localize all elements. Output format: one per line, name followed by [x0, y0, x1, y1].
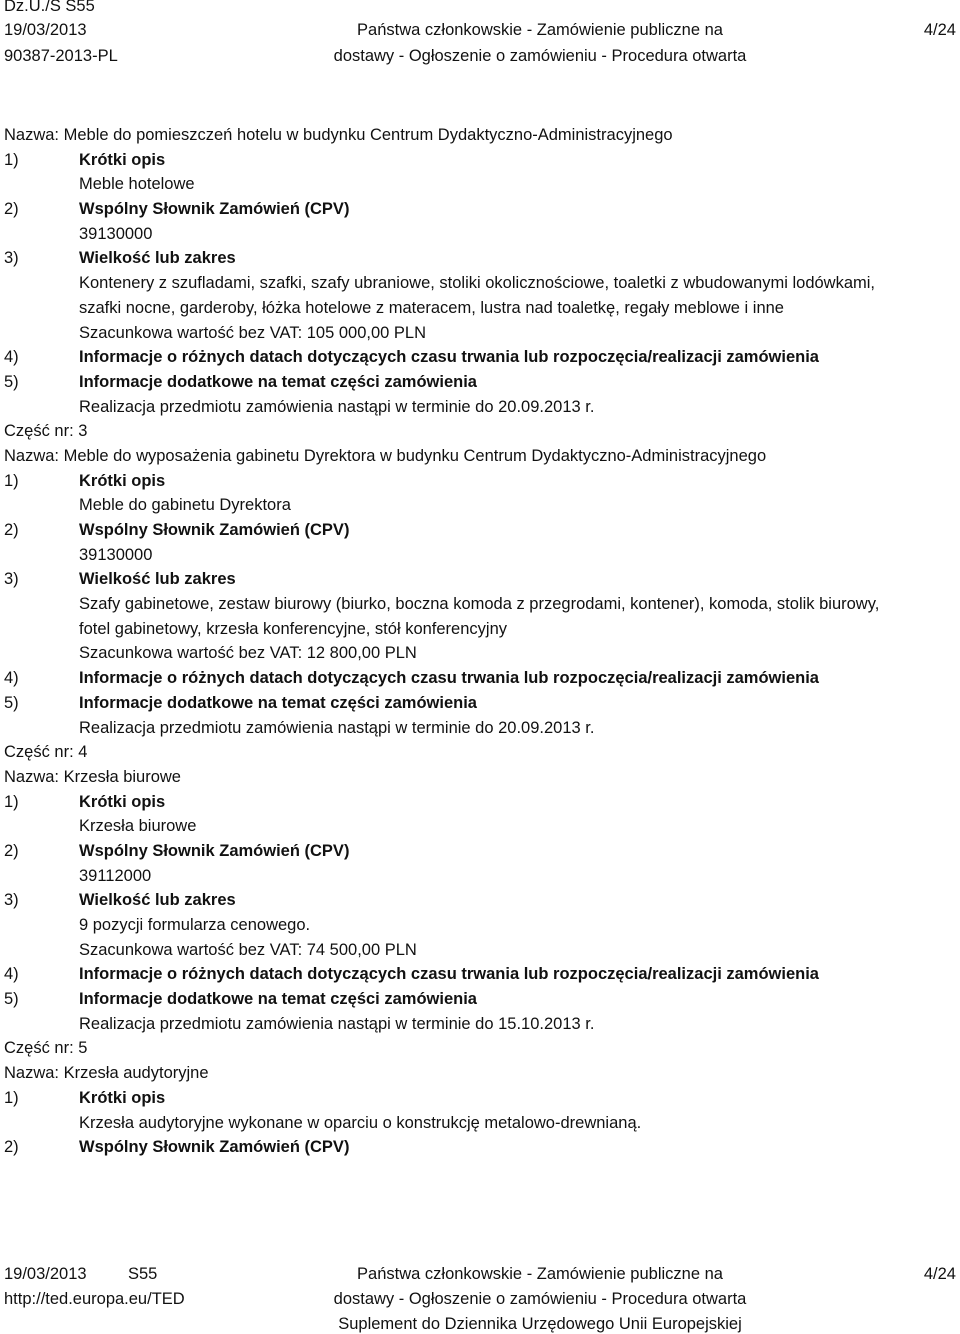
scope-heading: 3) Wielkość lub zakres — [4, 570, 236, 589]
lot-number: Część nr: 3 — [4, 422, 88, 441]
header-journal-ref: Dz.U./S S55 — [4, 0, 95, 15]
dates-heading: 4) Informacje o różnych datach dotyczących czasu trwania lub rozpoczęcia/realizacji zamówienia — [4, 348, 819, 367]
header-date: 19/03/2013 — [4, 21, 87, 39]
short-description-heading: 1) Krótki opis — [4, 792, 166, 811]
additional-info-text: Realizacja przedmiotu zamówienia nastąpi w terminie do 15.10.2013 r. — [79, 1014, 595, 1033]
scope-text: 9 pozycji formularza cenowego. — [79, 916, 311, 934]
short-description-heading: 1) Krótki opis — [4, 471, 166, 490]
short-description-text: Meble hotelowe — [79, 175, 195, 194]
cpv-heading: 2) Wspólny Słownik Zamówień (CPV) — [4, 1138, 350, 1157]
scope-text: fotel gabinetowy, krzesła konferencyjne, stół konferencyjny — [79, 619, 508, 638]
lot-name-row: Nazwa: Meble do wyposażenia gabinetu Dyrektora w budynku Centrum Dydaktyczno-Administracyjnego — [4, 446, 767, 465]
dates-heading: 4) Informacje o różnych datach dotyczących czasu trwania lub rozpoczęcia/realizacji zamówienia — [4, 965, 819, 984]
footer-title-line2: dostawy - Ogłoszenie o zamówieniu - Procedura otwarta — [333, 1290, 747, 1308]
additional-info-heading: 5) Informacje dodatkowe na temat części zamówienia — [4, 693, 477, 712]
footer-date: 19/03/2013 — [4, 1265, 87, 1283]
short-description-text: Krzesła biurowe — [79, 817, 197, 836]
footer-supplement: Suplement do Dziennika Urzędowego Unii Europejskiej — [338, 1315, 742, 1333]
estimated-value: Szacunkowa wartość bez VAT: 12 800,00 PLN — [79, 644, 417, 663]
short-description-text: Meble do gabinetu Dyrektora — [79, 496, 291, 515]
footer-series: S55 — [128, 1265, 158, 1283]
estimated-value: Szacunkowa wartość bez VAT: 74 500,00 PLN — [79, 940, 417, 959]
short-description-heading: 1) Krótki opis — [4, 150, 166, 169]
cpv-code: 39130000 — [79, 545, 153, 564]
scope-text: szafki nocne, garderoby, łóżka hotelowe z materacem, lustra nad toaletkę, regały meblowe i inne — [79, 298, 784, 317]
footer-url[interactable]: http://ted.europa.eu/TED — [4, 1290, 185, 1308]
cpv-code: 39112000 — [79, 866, 152, 885]
additional-info-text: Realizacja przedmiotu zamówienia nastąpi w terminie do 20.09.2013 r. — [79, 718, 595, 737]
estimated-value: Szacunkowa wartość bez VAT: 105 000,00 PLN — [79, 323, 426, 342]
scope-heading: 3) Wielkość lub zakres — [4, 249, 236, 268]
lot-number: Część nr: 5 — [4, 1039, 88, 1058]
footer-title-line1: Państwa członkowskie - Zamówienie publiczne na — [357, 1265, 723, 1283]
lot-number: Część nr: 4 — [4, 743, 88, 762]
dates-heading: 4) Informacje o różnych datach dotyczących czasu trwania lub rozpoczęcia/realizacji zamówienia — [4, 669, 819, 688]
scope-text: Szafy gabinetowe, zestaw biurowy (biurko, boczna komoda z przegrodami, kontener), komoda, stolik biurowy, — [79, 595, 880, 614]
short-description-text: Krzesła audytoryjne wykonane w oparciu o konstrukcję metalowo-drewnianą. — [79, 1113, 642, 1132]
notice-body — [0, 123, 960, 1160]
additional-info-heading: 5) Informacje dodatkowe na temat części zamówienia — [4, 990, 477, 1009]
lot-name-row: Nazwa: Krzesła biurowe — [4, 767, 181, 786]
scope-heading: 3) Wielkość lub zakres — [4, 891, 236, 910]
cpv-heading: 2) Wspólny Słownik Zamówień (CPV) — [4, 521, 350, 539]
additional-info-text: Realizacja przedmiotu zamówienia nastąpi w terminie do 20.09.2013 r. — [79, 397, 595, 416]
lot-name-row: Nazwa: Meble do pomieszczeń hotelu w budynku Centrum Dydaktyczno-Administracyjnego — [4, 126, 673, 144]
header-notice-number: 90387-2013-PL — [4, 47, 118, 65]
cpv-heading: 2) Wspólny Słownik Zamówień (CPV) — [4, 200, 350, 219]
short-description-heading: 1) Krótki opis — [4, 1088, 166, 1107]
header-title-line1: Państwa członkowskie - Zamówienie publiczne na — [357, 21, 723, 39]
cpv-code: 39130000 — [79, 224, 153, 243]
lot-name-row: Nazwa: Krzesła audytoryjne — [4, 1064, 209, 1083]
additional-info-heading: 5) Informacje dodatkowe na temat części zamówienia — [4, 372, 477, 391]
cpv-heading: 2) Wspólny Słownik Zamówień (CPV) — [4, 841, 350, 860]
header-title-line2: dostawy - Ogłoszenie o zamówieniu - Procedura otwarta — [333, 47, 747, 65]
header-page-number: 4/24 — [923, 21, 956, 39]
footer-page-number: 4/24 — [923, 1265, 956, 1283]
scope-text: Kontenery z szufladami, szafki, szafy ubraniowe, stoliki okolicznościowe, toaletki z wbudowanymi lodówkami, — [79, 274, 876, 293]
